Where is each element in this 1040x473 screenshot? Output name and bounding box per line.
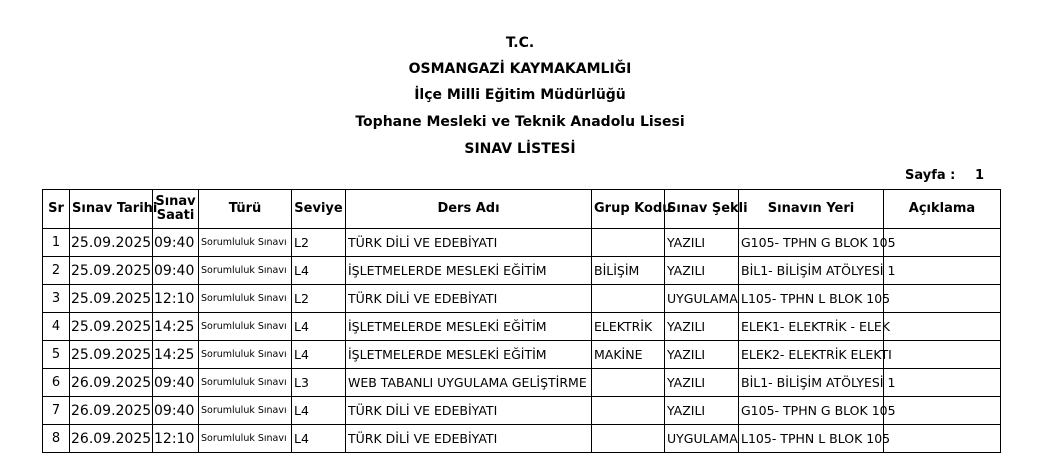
cell-format: YAZILI: [665, 341, 739, 369]
cell-level: L2: [292, 285, 346, 313]
cell-place: G105- TPHN G BLOK 105: [739, 397, 884, 425]
cell-format: YAZILI: [665, 229, 739, 257]
col-date: Sınav Tarihi: [70, 190, 153, 229]
cell-group: [592, 369, 665, 397]
cell-sr: 5: [43, 341, 70, 369]
cell-course: TÜRK DİLİ VE EDEBİYATI: [346, 285, 592, 313]
col-format: Sınav Şekli: [665, 190, 739, 229]
cell-time: 12:10: [153, 285, 199, 313]
cell-type: Sorumluluk Sınavı: [199, 369, 292, 397]
cell-format: UYGULAMA: [665, 425, 739, 453]
cell-time: 14:25: [153, 313, 199, 341]
table-row: [43, 425, 1001, 453]
cell-note: [884, 229, 1001, 257]
cell-format: UYGULAMA: [665, 285, 739, 313]
cell-time: 12:10: [153, 425, 199, 453]
cell-level: L4: [292, 257, 346, 285]
cell-course: TÜRK DİLİ VE EDEBİYATI: [346, 229, 592, 257]
cell-sr: 3: [43, 285, 70, 313]
table-row: [43, 397, 1001, 425]
cell-level: L4: [292, 341, 346, 369]
page-indicator: [905, 168, 985, 183]
cell-type: Sorumluluk Sınavı: [199, 313, 292, 341]
cell-sr: 6: [43, 369, 70, 397]
cell-group: [592, 285, 665, 313]
header-kaymakamlik: OSMANGAZİ KAYMAKAMLIĞI: [408, 61, 632, 77]
cell-time: 14:25: [153, 341, 199, 369]
header-school: Tophane Mesleki ve Teknik Anadolu Lisesi: [355, 114, 685, 130]
cell-sr: 1: [43, 229, 70, 257]
col-time-bottom: Saati: [156, 208, 195, 223]
cell-format: YAZILI: [665, 397, 739, 425]
cell-course: İŞLETMELERDE MESLEKİ EĞİTİM: [346, 313, 592, 341]
cell-place: BİL1- BİLİŞİM ATÖLYESİ 1: [739, 369, 884, 397]
cell-group: ELEKTRİK: [592, 313, 665, 341]
col-group: Grup Kodu: [592, 190, 665, 229]
cell-place: G105- TPHN G BLOK 105: [739, 229, 884, 257]
table-row: [43, 369, 1001, 397]
cell-date: 26.09.2025: [70, 369, 153, 397]
cell-level: L3: [292, 369, 346, 397]
cell-format: YAZILI: [665, 313, 739, 341]
cell-type: Sorumluluk Sınavı: [199, 229, 292, 257]
cell-type: Sorumluluk Sınavı: [199, 285, 292, 313]
cell-date: 25.09.2025: [70, 341, 153, 369]
table-row: [43, 285, 1001, 313]
cell-date: 26.09.2025: [70, 397, 153, 425]
cell-place: ELEK1- ELEKTRİK - ELEK: [739, 313, 884, 341]
cell-type: Sorumluluk Sınavı: [199, 397, 292, 425]
cell-place: BİL1- BİLİŞİM ATÖLYESİ 1: [739, 257, 884, 285]
cell-date: 25.09.2025: [70, 257, 153, 285]
cell-sr: 7: [43, 397, 70, 425]
cell-note: [884, 425, 1001, 453]
cell-place: L105- TPHN L BLOK 105: [739, 425, 884, 453]
cell-time: 09:40: [153, 257, 199, 285]
col-level: Seviye: [292, 190, 346, 229]
col-course: Ders Adı: [346, 190, 592, 229]
col-time: [153, 190, 199, 229]
cell-note: [884, 369, 1001, 397]
exam-table: [42, 189, 1001, 453]
cell-date: 25.09.2025: [70, 229, 153, 257]
cell-time: 09:40: [153, 397, 199, 425]
cell-format: YAZILI: [665, 369, 739, 397]
cell-sr: 2: [43, 257, 70, 285]
cell-time: 09:40: [153, 369, 199, 397]
cell-group: [592, 425, 665, 453]
cell-group: BİLİŞİM: [592, 257, 665, 285]
cell-course: TÜRK DİLİ VE EDEBİYATI: [346, 397, 592, 425]
header-tc: T.C.: [505, 35, 535, 51]
cell-place: L105- TPHN L BLOK 105: [739, 285, 884, 313]
cell-sr: 4: [43, 313, 70, 341]
col-note: Açıklama: [884, 190, 1001, 229]
table-row: [43, 341, 1001, 369]
cell-group: [592, 229, 665, 257]
page-label: Sayfa :: [905, 168, 956, 183]
cell-note: [884, 341, 1001, 369]
col-time-top: Sınav: [155, 194, 196, 209]
cell-sr: 8: [43, 425, 70, 453]
cell-course: İŞLETMELERDE MESLEKİ EĞİTİM: [346, 257, 592, 285]
cell-note: [884, 257, 1001, 285]
cell-type: Sorumluluk Sınavı: [199, 341, 292, 369]
cell-level: L4: [292, 425, 346, 453]
cell-level: L4: [292, 397, 346, 425]
cell-date: 26.09.2025: [70, 425, 153, 453]
cell-place: ELEK2- ELEKTRİK ELEKTI: [739, 341, 884, 369]
cell-group: MAKİNE: [592, 341, 665, 369]
cell-level: L2: [292, 229, 346, 257]
cell-date: 25.09.2025: [70, 313, 153, 341]
cell-note: [884, 313, 1001, 341]
cell-level: L4: [292, 313, 346, 341]
cell-note: [884, 285, 1001, 313]
cell-group: [592, 397, 665, 425]
cell-note: [884, 397, 1001, 425]
table-row: [43, 313, 1001, 341]
cell-time: 09:40: [153, 229, 199, 257]
table-header-row: [43, 190, 1001, 229]
cell-format: YAZILI: [665, 257, 739, 285]
table-row: [43, 257, 1001, 285]
col-type: Türü: [199, 190, 292, 229]
cell-course: WEB TABANLI UYGULAMA GELİŞTİRME: [346, 369, 592, 397]
cell-course: İŞLETMELERDE MESLEKİ EĞİTİM: [346, 341, 592, 369]
cell-type: Sorumluluk Sınavı: [199, 425, 292, 453]
col-sr: Sr: [43, 190, 70, 229]
page-number: 1: [975, 168, 985, 183]
header-mudurluk: İlçe Milli Eğitim Müdürlüğü: [414, 87, 626, 103]
cell-date: 25.09.2025: [70, 285, 153, 313]
cell-course: TÜRK DİLİ VE EDEBİYATI: [346, 425, 592, 453]
table-row: [43, 229, 1001, 257]
col-place: Sınavın Yeri: [739, 190, 884, 229]
cell-type: Sorumluluk Sınavı: [199, 257, 292, 285]
page-title: SINAV LİSTESİ: [464, 141, 576, 157]
